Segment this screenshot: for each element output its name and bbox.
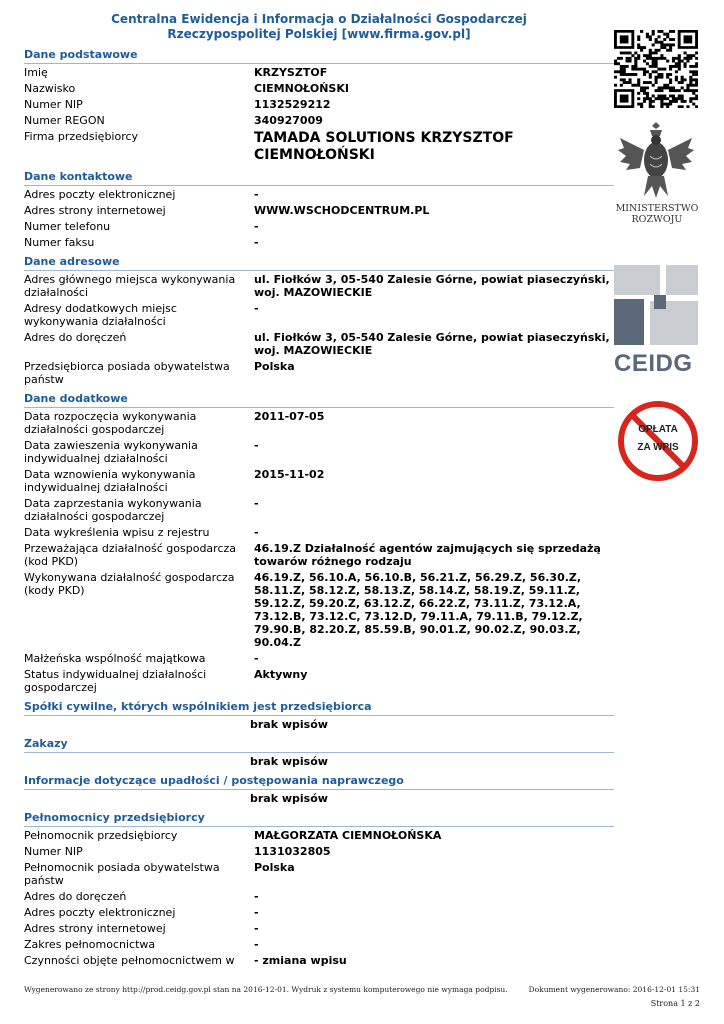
field-value: - <box>254 938 259 951</box>
field-row <box>24 188 614 201</box>
field-label: Firma przedsiębiorcy <box>24 130 139 143</box>
section-title: Dane podstawowe <box>24 48 614 64</box>
field-value: - <box>254 652 259 665</box>
field-row <box>24 652 614 665</box>
field-row <box>24 861 614 887</box>
field-value: 340927009 <box>254 114 323 127</box>
header-line-1: Centralna Ewidencja i Informacja o Działalności Gospodarczej <box>111 12 527 26</box>
field-label: Małżeńska wspólność majątkowa <box>24 652 206 665</box>
field-label: Adres do doręczeń <box>24 331 127 344</box>
prohibition-icon <box>612 398 704 484</box>
field-label: Numer REGON <box>24 114 105 127</box>
field-value: - <box>254 302 259 315</box>
field-label: Adres strony internetowej <box>24 204 166 217</box>
field-value: Polska <box>254 360 295 373</box>
field-row <box>24 938 614 951</box>
section <box>24 700 614 731</box>
field-label: Pełnomocnik posiada obywatelstwa państw <box>24 861 220 887</box>
qr-code-icon <box>614 30 698 108</box>
field-value: - <box>254 922 259 935</box>
field-row <box>24 906 614 919</box>
section-title: Spółki cywilne, których wspólnikiem jest przedsiębiorca <box>24 700 614 716</box>
field-row <box>24 468 614 494</box>
ceidg-logo-text: CEIDG <box>614 350 693 377</box>
field-label: Numer NIP <box>24 98 83 111</box>
field-value: Aktywny <box>254 668 308 681</box>
field-row <box>24 845 614 858</box>
field-row <box>24 130 614 164</box>
section-title: Informacje dotyczące upadłości / postępowania naprawczego <box>24 774 614 790</box>
field-row <box>24 82 614 95</box>
field-row <box>24 954 614 967</box>
field-label: Czynności objęte pełnomocnictwem w <box>24 954 235 967</box>
field-label: Adres poczty elektronicznej <box>24 906 176 919</box>
field-value: MAŁGORZATA CIEMNOŁOŃSKA <box>254 829 442 842</box>
field-row <box>24 890 614 903</box>
field-row <box>24 829 614 842</box>
field-row <box>24 98 614 111</box>
ministry-line-1: MINISTERSTWO <box>615 203 699 214</box>
field-label: Adres strony internetowej <box>24 922 166 935</box>
field-value: - zmiana wpisu <box>254 954 347 967</box>
field-row <box>24 204 614 217</box>
field-row <box>24 439 614 465</box>
section-title: Pełnomocnicy przedsiębiorcy <box>24 811 614 827</box>
polish-eagle-emblem-icon <box>614 116 698 200</box>
section <box>24 774 614 805</box>
section-title: Zakazy <box>24 737 614 753</box>
field-row <box>24 66 614 79</box>
field-row <box>24 273 614 299</box>
section-title: Dane kontaktowe <box>24 170 614 186</box>
ministry-line-2: ROZWOJU <box>631 214 683 225</box>
section <box>24 737 614 768</box>
field-label: Data zawieszenia wykonywania indywidualnej działalności <box>24 439 198 465</box>
stamp-line-1: OPŁATA <box>638 424 678 435</box>
field-row <box>24 497 614 523</box>
field-value: 46.19.Z Działalność agentów zajmujących się sprzedażą towarów różnego rodzaju <box>254 542 601 568</box>
section <box>24 170 614 249</box>
section <box>24 811 614 967</box>
field-label: Adres do doręczeń <box>24 890 127 903</box>
ceidg-logo-icon <box>614 265 698 345</box>
field-value: 2011-07-05 <box>254 410 325 423</box>
field-value: - <box>254 236 259 249</box>
field-label: Przedsiębiorca posiada obywatelstwa państw <box>24 360 230 386</box>
field-value: 2015-11-02 <box>254 468 325 481</box>
field-label: Data zaprzestania wykonywania działalności gospodarczej <box>24 497 202 523</box>
field-label: Wykonywana działalność gospodarcza (kody PKD) <box>24 571 235 597</box>
field-value: brak wpisów <box>250 792 328 805</box>
stamp-line-2: ZA WPIS <box>637 442 679 453</box>
field-label: Data wykreślenia wpisu z rejestru <box>24 526 210 539</box>
field-value: - <box>254 497 259 510</box>
field-label: Pełnomocnik przedsiębiorcy <box>24 829 178 842</box>
field-label: Imię <box>24 66 48 79</box>
field-row <box>24 668 614 694</box>
field-row <box>24 571 614 649</box>
field-value: - <box>254 526 259 539</box>
footer-page-number: Strona 1 z 2 <box>650 999 700 1008</box>
field-value: - <box>254 439 259 452</box>
field-value: 1131032805 <box>254 845 331 858</box>
section-title: Dane adresowe <box>24 255 614 271</box>
field-row <box>24 360 614 386</box>
field-value: brak wpisów <box>250 755 328 768</box>
field-value: ul. Fiołków 3, 05-540 Zalesie Górne, powiat piaseczyński, woj. MAZOWIECKIE <box>254 331 610 357</box>
no-fee-stamp <box>612 398 704 484</box>
field-row <box>24 236 614 249</box>
ministry-logo-text <box>610 203 704 225</box>
field-label: Numer telefonu <box>24 220 111 233</box>
field-row <box>24 526 614 539</box>
field-value: 1132529212 <box>254 98 331 111</box>
section <box>24 48 614 164</box>
field-row <box>24 114 614 127</box>
field-label: Data wznowienia wykonywania indywidualnej działalności <box>24 468 196 494</box>
document-header <box>24 12 614 42</box>
field-label: Adresy dodatkowych miejsc wykonywania działalności <box>24 302 177 328</box>
header-line-2: Rzeczypospolitej Polskiej [www.firma.gov.pl] <box>167 27 471 41</box>
footer-generated-note: Wygenerowano ze strony http://prod.ceidg.gov.pl stan na 2016-12-01. Wydruk z systemu komputerowego nie wymaga podpisu. <box>24 985 508 994</box>
section <box>24 255 614 386</box>
field-value: - <box>254 906 259 919</box>
section <box>24 392 614 694</box>
field-value: TAMADA SOLUTIONS KRZYSZTOF CIEMNOŁOŃSKI <box>254 130 514 163</box>
record-content <box>24 48 614 970</box>
field-value: CIEMNOŁOŃSKI <box>254 82 349 95</box>
field-value: brak wpisów <box>250 718 328 731</box>
field-row <box>24 302 614 328</box>
field-row <box>24 331 614 357</box>
field-label: Adres głównego miejsca wykonywania działalności <box>24 273 236 299</box>
field-label: Adres poczty elektronicznej <box>24 188 176 201</box>
field-value: Polska <box>254 861 295 874</box>
field-label: Przeważająca działalność gospodarcza (kod PKD) <box>24 542 237 568</box>
field-row <box>24 542 614 568</box>
field-value: - <box>254 890 259 903</box>
field-value: 46.19.Z, 56.10.A, 56.10.B, 56.21.Z, 56.29.Z, 56.30.Z, 58.11.Z, 58.12.Z, 58.13.Z, 58.14.Z, 58.19.Z, 59.11.Z, 59.12.Z, 59.20.Z, 63.12.Z, 66.22.Z, 73.11.Z, 73.12.A, 73.12.B, 73.12.C, 73.12.D, 79.11.A, 79.11.B, 79.12.Z, 79.90.B, 82.20.Z, 85.59.B, 90.01.Z, 90.02.Z, 90.03.Z, 90.04.Z <box>254 571 583 649</box>
field-label: Numer NIP <box>24 845 83 858</box>
field-label: Status indywidualnej działalności gospodarczej <box>24 668 207 694</box>
field-value: KRZYSZTOF <box>254 66 328 79</box>
field-row <box>24 220 614 233</box>
footer-generated-date: Dokument wygenerowano: 2016-12-01 15:31 <box>528 985 700 994</box>
field-value: ul. Fiołków 3, 05-540 Zalesie Górne, powiat piaseczyński, woj. MAZOWIECKIE <box>254 273 610 299</box>
field-label: Data rozpoczęcia wykonywania działalności gospodarczej <box>24 410 197 436</box>
section-title: Dane dodatkowe <box>24 392 614 408</box>
field-value: WWW.WSCHODCENTRUM.PL <box>254 204 430 217</box>
field-label: Zakres pełnomocnictwa <box>24 938 156 951</box>
field-value: - <box>254 188 259 201</box>
field-row <box>24 922 614 935</box>
field-row <box>24 410 614 436</box>
field-label: Numer faksu <box>24 236 95 249</box>
field-label: Nazwisko <box>24 82 76 95</box>
field-value: - <box>254 220 259 233</box>
